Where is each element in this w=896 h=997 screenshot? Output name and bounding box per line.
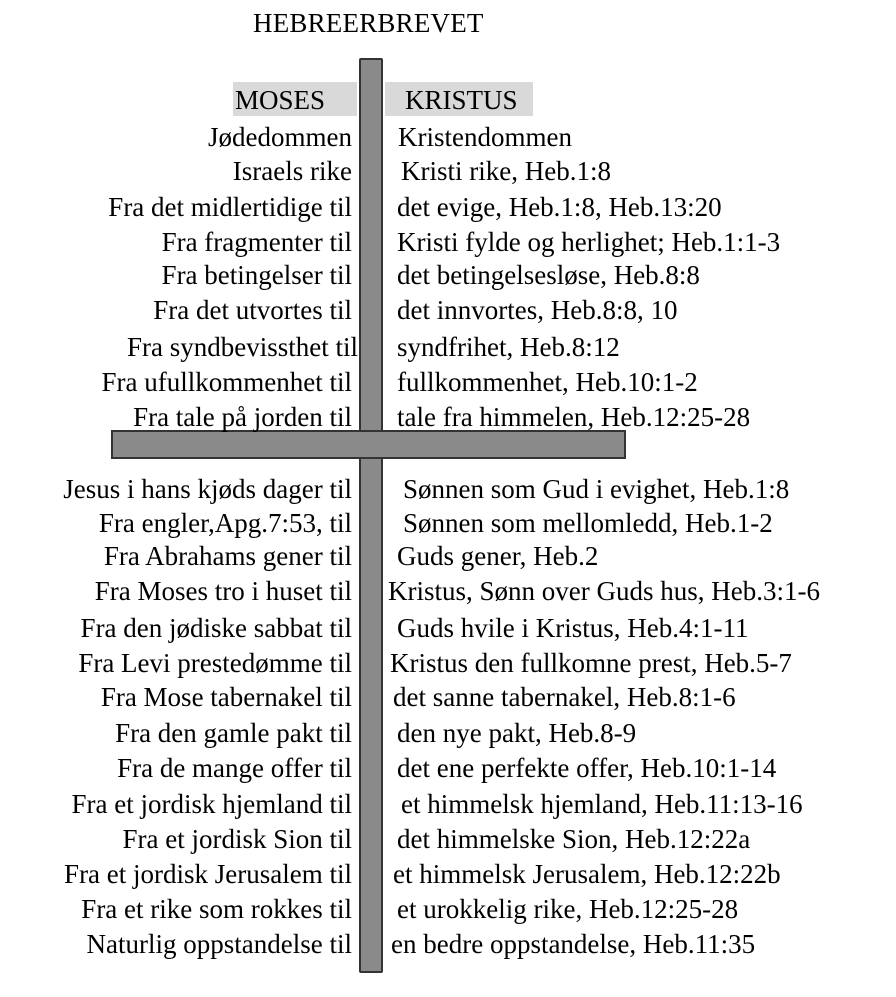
row-left-text: Fra det utvortes til — [153, 295, 352, 325]
row-left-text: Fra det midlertidige til — [108, 192, 352, 222]
row-right-text: et himmelsk Jerusalem, Heb.12:22b — [393, 859, 781, 889]
row-right-text: Kristi rike, Heb.1:8 — [401, 156, 611, 186]
row-left-text: Naturlig oppstandelse til — [86, 929, 352, 959]
row-right-text: et himmelsk hjemland, Heb.11:13-16 — [401, 789, 803, 819]
cross-vertical-beam — [359, 58, 383, 973]
row-left-text: Fra Abrahams gener til — [103, 541, 352, 571]
row-left-text: Jødedommen — [208, 122, 352, 152]
cross-horizontal-beam — [111, 430, 626, 459]
row-right-text: en bedre oppstandelse, Heb.11:35 — [391, 929, 756, 959]
header-moses: MOSES — [233, 82, 357, 116]
row-left-text: Fra engler,Apg.7:53, til — [98, 508, 352, 538]
row-right-text: det evige, Heb.1:8, Heb.13:20 — [397, 192, 722, 222]
row-left-text: Fra de mange offer til — [117, 753, 352, 783]
row-left-text: Fra Mose tabernakel til — [100, 682, 352, 712]
row-right-text: det betingelsesløse, Heb.8:8 — [397, 260, 700, 290]
row-left-text: Fra Levi prestedømme til — [78, 648, 352, 678]
row-right-text: det ene perfekte offer, Heb.10:1-14 — [397, 753, 777, 783]
row-left-text: Fra den gamle pakt til — [115, 718, 352, 748]
row-left-text: Fra tale på jorden til — [133, 402, 352, 432]
row-right-text: Kristi fylde og herlighet; Heb.1:1-3 — [397, 227, 781, 257]
row-left-text: Fra den jødiske sabbat til — [80, 613, 352, 643]
row-left-text: Jesus i hans kjøds dager til — [63, 474, 352, 504]
row-right-text: det sanne tabernakel, Heb.8:1-6 — [393, 682, 736, 712]
row-left-text: Fra et jordisk Jerusalem til — [64, 859, 352, 889]
row-left-text: Fra betingelser til — [161, 260, 352, 290]
row-left-text: Israels rike — [232, 156, 352, 186]
row-right-text: fullkommenhet, Heb.10:1-2 — [397, 367, 698, 397]
row-right-text: det innvortes, Heb.8:8, 10 — [397, 295, 678, 325]
row-right-text: et urokkelig rike, Heb.12:25-28 — [397, 894, 739, 924]
row-left-text: Fra fragmenter til — [161, 227, 352, 257]
row-right-text: Kristendommen — [398, 122, 572, 152]
header-kristus: KRISTUS — [385, 82, 533, 116]
row-right-text: den nye pakt, Heb.8-9 — [397, 718, 637, 748]
row-right-text: tale fra himmelen, Heb.12:25-28 — [397, 402, 751, 432]
row-left-text: Fra et jordisk Sion til — [122, 824, 352, 854]
row-left-text: Fra et jordisk hjemland til — [71, 789, 352, 819]
row-right-text: Kristus den fullkomne prest, Heb.5-7 — [390, 648, 792, 678]
row-right-text: Sønnen som Gud i evighet, Heb.1:8 — [403, 474, 790, 504]
row-left-text: Fra Moses tro i huset til — [94, 576, 352, 606]
row-right-text: Guds hvile i Kristus, Heb.4:1-11 — [397, 613, 749, 643]
row-right-text: det himmelske Sion, Heb.12:22a — [397, 824, 751, 854]
row-right-text: Kristus, Sønn over Guds hus, Heb.3:1-6 — [388, 576, 820, 606]
row-left-text: Fra syndbevissthet til — [127, 332, 358, 362]
row-left-text: Fra et rike som rokkes til — [81, 894, 352, 924]
page-title: HEBREERBREVET — [253, 8, 484, 38]
row-right-text: Sønnen som mellomledd, Heb.1-2 — [403, 508, 773, 538]
row-right-text: syndfrihet, Heb.8:12 — [397, 332, 620, 362]
row-right-text: Guds gener, Heb.2 — [397, 541, 599, 571]
row-left-text: Fra ufullkommenhet til — [101, 367, 352, 397]
